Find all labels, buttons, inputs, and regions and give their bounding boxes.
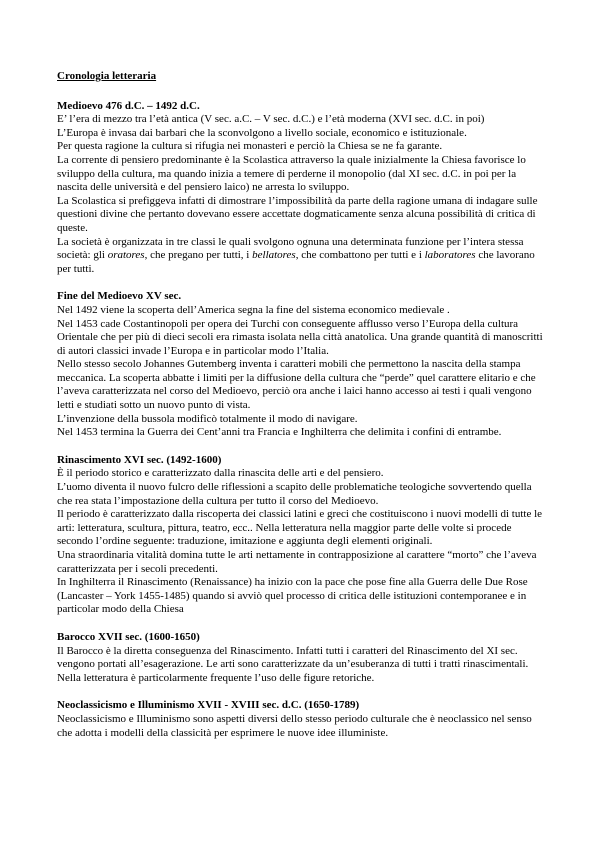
- text-fragment: , che combattono per tutti e i: [295, 249, 425, 262]
- paragraph: Neoclassicismo e Illuminismo sono aspetti diversi dello stesso periodo culturale che è neoclassico nel senso che adotta i modelli della classicità per esprimere le nuove idee illuministe.: [57, 712, 532, 739]
- paragraph: Il periodo è caratterizzato dalla riscoperta dei classici latini e greci che costituiscono i nuovi modelli di tutte le arti: letteratura, scultura, pittura, teatro, ecc.. Nella letteratura nella maggior parte delle volte si procede secondo l’ordine seguente: traduzione, imitazione e aggiunta degli elementi originali.: [57, 508, 543, 548]
- paragraph: In Inghilterra il Rinascimento (Renaissance) ha inizio con la pace che pose fine alla Guerra delle Due Rose (Lancaster – York 1455-1485) quando si avviò quel processo di critica delle istituzioni contemporanee e in particolar modo della Chiesa: [57, 576, 528, 616]
- section-heading: Medioevo 476 d.C. – 1492 d.C.: [57, 99, 200, 112]
- paragraph: Per questa ragione la cultura si rifugia nei monasteri e perciò la Chiesa se ne fa garante.: [57, 140, 443, 153]
- term-bellatores: bellatores: [252, 249, 296, 262]
- text-fragment: che lavorano per tutti.: [57, 249, 535, 275]
- section-neoclassicismo: [57, 699, 546, 740]
- text-fragment: La società è organizzata in tre classi le quali svolgono ognuna una determinata funzione per l’intera stessa società: gli: [57, 235, 524, 262]
- paragraph: Nel 1453 cade Costantinopoli per opera dei Turchi con conseguente afflusso verso l’Europa della cultura Orientale che per più di dieci secoli era rimasta isolata nella città anatolica. Una grande quantità di manoscritti di autori classici invade l’Europa e in particolar modo l’Italia.: [57, 317, 543, 357]
- section-heading: Fine del Medioevo XV sec.: [57, 290, 182, 303]
- text-fragment: , che pregano per tutti, i: [144, 249, 253, 262]
- paragraph: L’Europa è invasa dai barbari che la sconvolgono a livello sociale, economico e istituzionale.: [57, 126, 467, 139]
- term-oratores: oratores: [107, 249, 145, 262]
- section-barocco: [57, 631, 546, 685]
- paragraph: L’uomo diventa il nuovo fulcro delle riflessioni a scapito delle problematiche teologiche sovvertendo quella che rea stata l’impostazione della cultura per tutto il corso del Medioevo.: [57, 481, 532, 507]
- paragraph: L’invenzione della bussola modificò totalmente il modo di navigare.: [57, 412, 358, 425]
- paragraph: Nel 1453 termina la Guerra dei Cent’anni tra Francia e Inghilterra che delimita i confini di entrambe.: [57, 426, 502, 439]
- paragraph-society: [57, 236, 546, 277]
- paragraph: Nello stesso secolo Johannes Gutemberg inventa i caratteri mobili che permettono la nascita della stampa meccanica. La scoperta abbatte i limiti per la diffusione della cultura che “perde” quel carattere elitario e che l’aveva caratterizzata nel corso del Medioevo, perciò ora anche i laici hanno accesso ai testi i quali vengono letti e studiati sotto un nuovo punto di vista.: [57, 358, 536, 412]
- paragraph: E’ l’era di mezzo tra l’età antica (V sec. a.C. – V sec. d.C.) e l’età moderna (XVI sec. d.C. in poi): [57, 113, 485, 126]
- paragraph: Una straordinaria vitalità domina tutte le arti nettamente in contrapposizione al carattere “morto” che l’aveva caratterizzata per i secoli precedenti.: [57, 549, 537, 575]
- document-title: Cronologia letteraria: [57, 70, 157, 82]
- paragraph: La Scolastica si prefiggeva infatti di dimostrare l’impossibilità da parte della ragione umana di indagare sulle questioni divine che pertanto dovevano essere accettate dogmaticamente senza alcuna possibilità di critica di queste.: [57, 194, 538, 234]
- paragraph: Nel 1492 viene la scoperta dell’America segna la fine del sistema economico medievale .: [57, 303, 450, 316]
- section-rinascimento: [57, 454, 546, 617]
- section-heading: Barocco XVII sec. (1600-1650): [57, 630, 200, 643]
- section-heading: Rinascimento XVI sec. (1492-1600): [57, 453, 222, 466]
- paragraph: È il periodo storico e caratterizzato dalla rinascita delle arti e del pensiero.: [57, 467, 384, 480]
- section-fine-medioevo: [57, 290, 546, 440]
- section-heading: Neoclassicismo e Illuminismo XVII - XVIII sec. d.C. (1650-1789): [57, 699, 360, 712]
- paragraph: La corrente di pensiero predominante è la Scolastica attraverso la quale inizialmente la Chiesa favorisce lo sviluppo della cultura, ma quando inizia a temere di perderne il monopolio (dal XI sec. d.C. in poi per la nascita delle università e del pensiero laico) ne arresta lo sviluppo.: [57, 153, 526, 194]
- term-laboratores: laboratores: [424, 249, 476, 262]
- paragraph: Il Barocco è la diretta conseguenza del Rinascimento. Infatti tutti i caratteri del Rinascimento del XI sec. vengono portati all’esagerazione. Le arti sono caratterizzate da un’esuberanza di tutti i tratti rinascimentali. Nella letteratura è particolarmente frequente l’uso delle figure retoriche.: [57, 644, 529, 684]
- section-medioevo: [57, 100, 546, 277]
